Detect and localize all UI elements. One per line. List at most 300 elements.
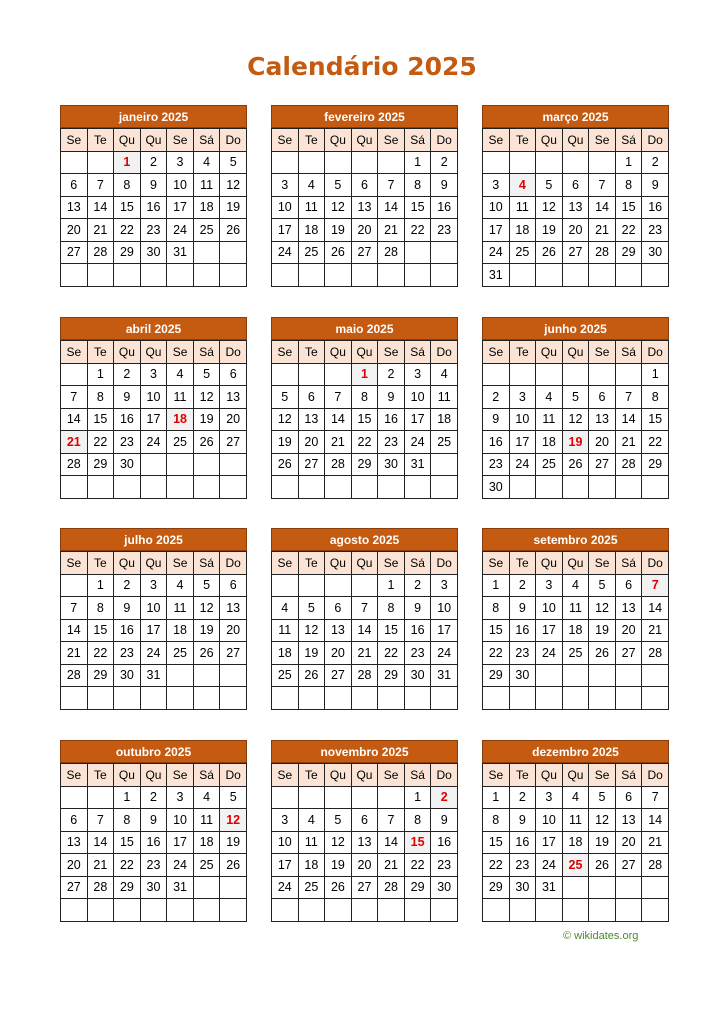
day-cell: 20 [61,854,88,877]
day-cell: 7 [642,786,669,809]
day-cell: 30 [140,241,167,264]
day-cell: 1 [642,363,669,386]
day-cell: 3 [483,174,510,197]
day-cell: 8 [351,386,378,409]
empty-cell [642,899,669,922]
empty-cell [61,786,88,809]
day-cell: 11 [193,174,220,197]
weekday-label: Qu [351,764,378,787]
day-cell: 4 [167,363,194,386]
weekday-label: Se [272,764,299,787]
day-cell: 29 [615,241,642,264]
day-cell: 16 [642,196,669,219]
weekday-label: Qu [325,129,352,152]
day-cell: 31 [483,264,510,287]
day-cell: 28 [378,241,405,264]
day-cell: 3 [140,574,167,597]
day-cell: 11 [167,597,194,620]
day-cell: 23 [140,854,167,877]
empty-cell [589,363,616,386]
empty-cell [325,786,352,809]
day-cell: 20 [615,831,642,854]
month-block [60,105,247,287]
credit-link[interactable]: © wikidates.org [563,930,639,942]
empty-cell [298,476,325,499]
week-row [61,408,247,431]
empty-cell [298,363,325,386]
month-title: dezembro 2025 [482,740,669,763]
day-cell: 15 [114,831,141,854]
day-cell: 5 [193,363,220,386]
day-cell: 11 [272,619,299,642]
weekday-label: Se [483,764,510,787]
day-cell: 27 [325,664,352,687]
day-cell: 21 [615,431,642,454]
week-row [61,876,247,899]
week-row [272,642,458,665]
empty-cell [431,899,458,922]
month-block [482,528,669,710]
day-cell: 23 [114,431,141,454]
day-cell: 19 [536,219,563,242]
week-row [483,174,669,197]
month-block [271,528,458,710]
holiday-day-cell: 15 [404,831,431,854]
empty-cell [615,664,642,687]
weekday-label: Se [167,552,194,575]
day-cell: 24 [483,241,510,264]
week-row [483,476,669,499]
weekday-label: Te [87,764,114,787]
weekday-label: Qu [325,341,352,364]
day-cell: 23 [378,431,405,454]
day-cell: 27 [220,642,247,665]
week-row [61,809,247,832]
weekday-label: Sá [193,764,220,787]
empty-cell [483,151,510,174]
day-cell: 25 [272,664,299,687]
day-cell: 7 [61,597,88,620]
week-row [272,809,458,832]
empty-cell [298,786,325,809]
empty-cell [615,899,642,922]
day-cell: 7 [87,174,114,197]
week-row [61,196,247,219]
day-cell: 17 [536,619,563,642]
day-cell: 12 [272,408,299,431]
empty-cell [140,476,167,499]
empty-cell [536,687,563,710]
holiday-day-cell: 12 [220,809,247,832]
day-cell: 3 [536,574,563,597]
weekday-label: Sá [404,764,431,787]
day-cell: 29 [642,453,669,476]
empty-cell [483,899,510,922]
empty-cell [378,899,405,922]
weekday-label: Te [87,129,114,152]
weekday-label: Qu [325,764,352,787]
weekday-label: Qu [114,552,141,575]
weekday-row [483,552,669,575]
day-cell: 25 [509,241,536,264]
weekday-label: Qu [114,764,141,787]
week-row [483,408,669,431]
holiday-day-cell: 2 [431,786,458,809]
day-cell: 8 [483,597,510,620]
week-row [61,574,247,597]
week-row [272,408,458,431]
weekday-label: Te [298,129,325,152]
day-cell: 21 [325,431,352,454]
day-cell: 11 [509,196,536,219]
day-cell: 3 [272,809,299,832]
day-cell: 9 [140,174,167,197]
empty-cell [483,363,510,386]
empty-cell [61,151,88,174]
day-cell: 14 [87,196,114,219]
day-cell: 17 [431,619,458,642]
day-cell: 22 [87,431,114,454]
day-cell: 13 [351,196,378,219]
week-row [483,687,669,710]
day-cell: 31 [167,241,194,264]
empty-cell [378,476,405,499]
day-cell: 18 [509,219,536,242]
day-cell: 2 [483,386,510,409]
day-cell: 8 [87,597,114,620]
empty-cell [272,687,299,710]
weekday-label: Se [378,341,405,364]
day-cell: 2 [509,786,536,809]
empty-cell [351,687,378,710]
day-cell: 17 [167,196,194,219]
empty-cell [536,151,563,174]
day-cell: 1 [87,363,114,386]
empty-cell [114,264,141,287]
week-row [483,664,669,687]
weekday-label: Sá [615,552,642,575]
month-title: agosto 2025 [271,528,458,551]
day-cell: 3 [431,574,458,597]
day-cell: 10 [140,386,167,409]
day-cell: 7 [61,386,88,409]
day-cell: 6 [589,386,616,409]
empty-cell [642,876,669,899]
day-cell: 25 [193,219,220,242]
month-table [482,340,669,499]
empty-cell [193,241,220,264]
empty-cell [351,786,378,809]
empty-cell [351,899,378,922]
weekday-label: Se [167,341,194,364]
week-row [483,597,669,620]
weekday-row [272,552,458,575]
day-cell: 20 [61,219,88,242]
empty-cell [378,687,405,710]
empty-cell [167,453,194,476]
day-cell: 10 [167,174,194,197]
empty-cell [562,687,589,710]
day-cell: 27 [589,453,616,476]
week-row [61,431,247,454]
week-row [483,431,669,454]
empty-cell [61,899,88,922]
day-cell: 26 [589,854,616,877]
day-cell: 17 [483,219,510,242]
day-cell: 13 [220,597,247,620]
day-cell: 4 [193,786,220,809]
empty-cell [87,899,114,922]
empty-cell [272,363,299,386]
empty-cell [378,264,405,287]
weekday-label: Do [642,129,669,152]
empty-cell [509,151,536,174]
day-cell: 30 [114,664,141,687]
day-cell: 11 [431,386,458,409]
day-cell: 9 [509,597,536,620]
day-cell: 24 [431,642,458,665]
day-cell: 16 [114,619,141,642]
empty-cell [193,453,220,476]
day-cell: 27 [615,642,642,665]
day-cell: 1 [378,574,405,597]
week-row [272,453,458,476]
empty-cell [325,363,352,386]
week-row [61,899,247,922]
day-cell: 27 [351,876,378,899]
weekday-label: Do [642,552,669,575]
weekday-label: Se [589,552,616,575]
empty-cell [167,476,194,499]
day-cell: 8 [87,386,114,409]
day-cell: 2 [431,151,458,174]
day-cell: 29 [87,664,114,687]
week-row [61,241,247,264]
day-cell: 26 [589,642,616,665]
empty-cell [325,476,352,499]
empty-cell [140,264,167,287]
day-cell: 16 [404,619,431,642]
empty-cell [483,687,510,710]
day-cell: 30 [509,664,536,687]
day-cell: 29 [404,876,431,899]
weekday-label: Qu [536,552,563,575]
day-cell: 24 [509,453,536,476]
day-cell: 25 [431,431,458,454]
day-cell: 6 [562,174,589,197]
week-row [272,786,458,809]
day-cell: 17 [404,408,431,431]
day-cell: 7 [325,386,352,409]
month-table [482,763,669,922]
day-cell: 1 [114,786,141,809]
week-row [483,264,669,287]
day-cell: 9 [114,597,141,620]
weekday-label: Do [642,341,669,364]
week-row [483,899,669,922]
weekday-label: Se [589,341,616,364]
day-cell: 12 [193,386,220,409]
day-cell: 4 [431,363,458,386]
empty-cell [114,476,141,499]
weekday-label: Qu [114,341,141,364]
day-cell: 10 [536,809,563,832]
holiday-day-cell: 1 [351,363,378,386]
day-cell: 20 [325,642,352,665]
day-cell: 2 [114,363,141,386]
day-cell: 21 [61,642,88,665]
month-block [271,740,458,922]
week-row [61,264,247,287]
empty-cell [509,687,536,710]
day-cell: 4 [167,574,194,597]
weekday-label: Se [167,129,194,152]
empty-cell [87,687,114,710]
day-cell: 29 [378,664,405,687]
weekday-label: Te [298,764,325,787]
day-cell: 31 [536,876,563,899]
holiday-day-cell: 18 [167,408,194,431]
week-row [61,453,247,476]
day-cell: 26 [220,854,247,877]
weekday-label: Te [87,552,114,575]
day-cell: 17 [272,854,299,877]
day-cell: 30 [642,241,669,264]
day-cell: 27 [61,241,88,264]
day-cell: 19 [325,219,352,242]
day-cell: 1 [404,151,431,174]
day-cell: 26 [536,241,563,264]
week-row [272,264,458,287]
empty-cell [351,476,378,499]
day-cell: 27 [61,876,88,899]
weekday-label: Se [483,129,510,152]
weekday-label: Se [483,552,510,575]
weekday-label: Se [483,341,510,364]
day-cell: 11 [536,408,563,431]
week-row [272,619,458,642]
day-cell: 22 [87,642,114,665]
weekday-label: Sá [615,341,642,364]
day-cell: 31 [404,453,431,476]
empty-cell [615,363,642,386]
day-cell: 16 [431,196,458,219]
week-row [483,642,669,665]
weekday-label: Se [167,764,194,787]
weekday-label: Do [431,129,458,152]
day-cell: 13 [61,831,88,854]
day-cell: 14 [378,196,405,219]
week-row [483,453,669,476]
day-cell: 16 [509,619,536,642]
weekday-row [272,129,458,152]
empty-cell [615,264,642,287]
day-cell: 31 [140,664,167,687]
day-cell: 29 [351,453,378,476]
day-cell: 3 [167,786,194,809]
day-cell: 15 [87,408,114,431]
day-cell: 22 [114,854,141,877]
empty-cell [272,786,299,809]
week-row [61,687,247,710]
weekday-label: Qu [140,341,167,364]
empty-cell [61,476,88,499]
day-cell: 15 [404,196,431,219]
day-cell: 17 [140,619,167,642]
month-title: abril 2025 [60,317,247,340]
week-row [483,219,669,242]
week-row [272,597,458,620]
week-row [61,597,247,620]
day-cell: 19 [298,642,325,665]
empty-cell [351,151,378,174]
day-cell: 22 [483,642,510,665]
week-row [61,363,247,386]
empty-cell [140,687,167,710]
week-row [61,831,247,854]
weekday-label: Qu [351,129,378,152]
day-cell: 14 [61,619,88,642]
empty-cell [325,687,352,710]
weekday-label: Se [589,129,616,152]
empty-cell [325,574,352,597]
day-cell: 16 [140,831,167,854]
month-title: maio 2025 [271,317,458,340]
day-cell: 3 [404,363,431,386]
day-cell: 20 [220,408,247,431]
empty-cell [404,241,431,264]
day-cell: 29 [87,453,114,476]
day-cell: 22 [642,431,669,454]
empty-cell [220,453,247,476]
empty-cell [140,899,167,922]
day-cell: 12 [193,597,220,620]
weekday-label: Qu [140,552,167,575]
weekday-label: Se [272,129,299,152]
day-cell: 21 [87,219,114,242]
day-cell: 28 [615,453,642,476]
day-cell: 7 [615,386,642,409]
week-row [61,619,247,642]
day-cell: 27 [351,241,378,264]
day-cell: 15 [483,619,510,642]
day-cell: 22 [351,431,378,454]
day-cell: 14 [351,619,378,642]
day-cell: 10 [509,408,536,431]
empty-cell [431,476,458,499]
day-cell: 2 [642,151,669,174]
weekday-label: Qu [140,129,167,152]
month-table [271,551,458,710]
weekday-label: Qu [140,764,167,787]
weekday-label: Se [61,129,88,152]
day-cell: 27 [615,854,642,877]
day-cell: 9 [404,597,431,620]
day-cell: 22 [378,642,405,665]
day-cell: 20 [562,219,589,242]
day-cell: 9 [140,809,167,832]
empty-cell [298,151,325,174]
day-cell: 26 [193,642,220,665]
day-cell: 27 [220,431,247,454]
day-cell: 1 [404,786,431,809]
day-cell: 3 [272,174,299,197]
day-cell: 17 [536,831,563,854]
weekday-label: Qu [562,764,589,787]
day-cell: 18 [431,408,458,431]
day-cell: 7 [351,597,378,620]
week-row [483,619,669,642]
